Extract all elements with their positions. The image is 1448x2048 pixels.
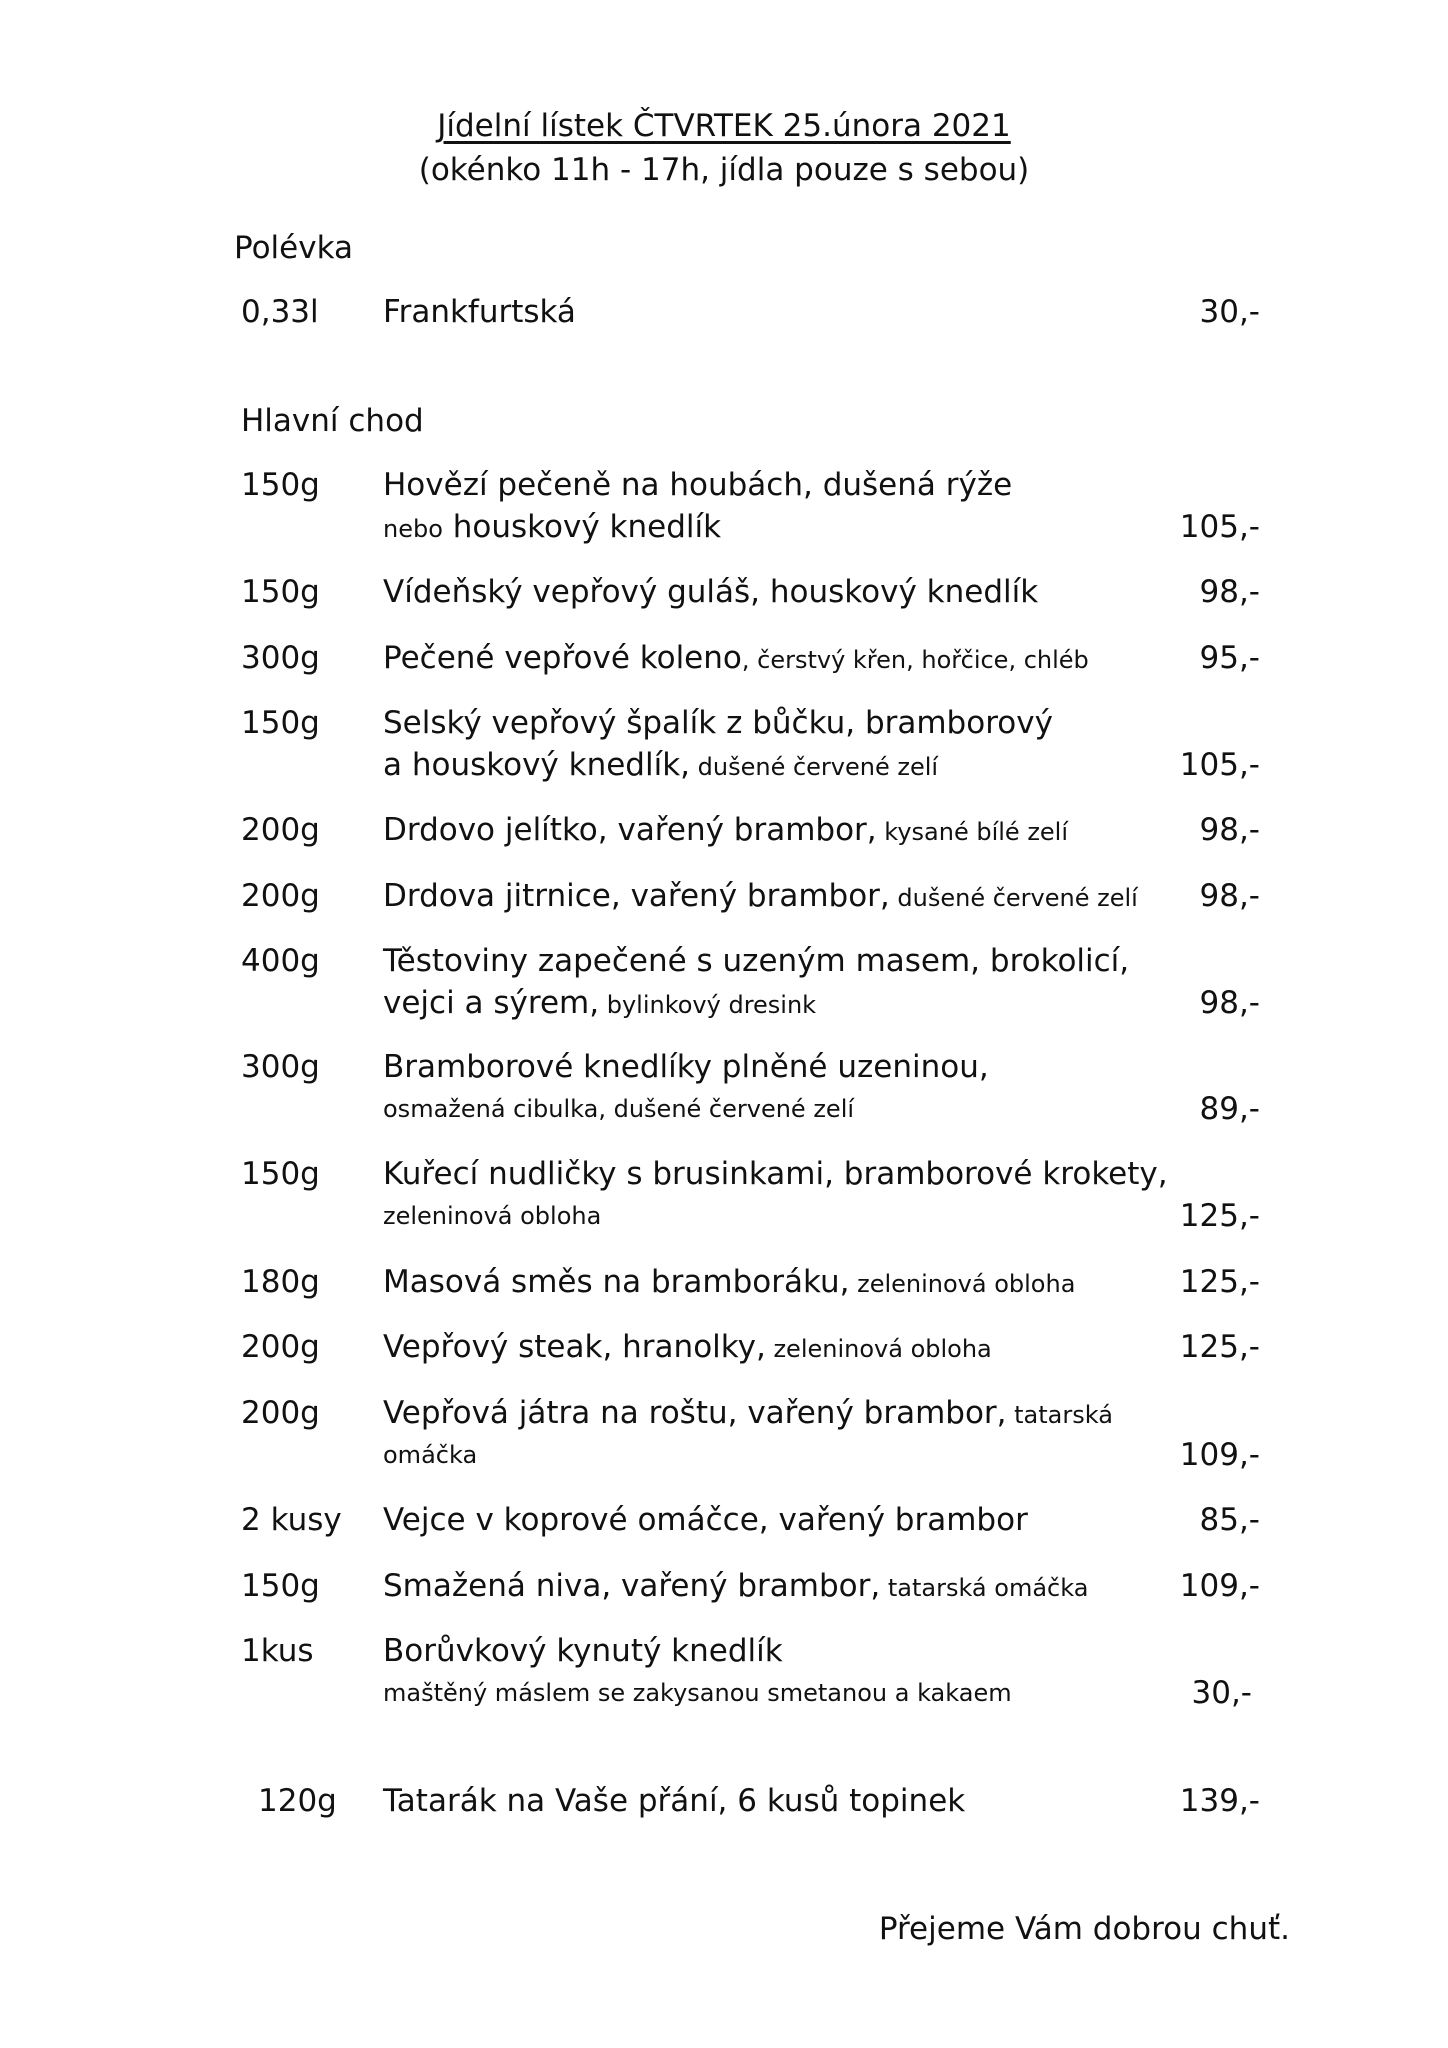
item-note: omáčka — [383, 1441, 478, 1469]
item-name-line — [383, 1393, 1113, 1435]
item-note: zeleninová obloha — [849, 1270, 1076, 1298]
item-quantity: 150g — [241, 1568, 320, 1604]
item-name: Borůvkový kynutý knedlík — [383, 1633, 783, 1669]
item-quantity: 1kus — [241, 1633, 314, 1669]
item-price: 105,- — [1179, 747, 1260, 783]
item-note: maštěný máslem se zakysanou smetanou a kakaem — [383, 1679, 1012, 1707]
item-note: zeleninová obloha — [765, 1335, 992, 1363]
item-name-cont: vejci a sýrem, — [383, 985, 600, 1021]
item-name: Těstoviny zapečené s uzeným masem, brokolicí, — [383, 943, 1130, 979]
item-name-line2 — [383, 983, 816, 1025]
item-name-line — [383, 810, 1068, 852]
closing-greeting: Přejeme Vám dobrou chuť. — [878, 1911, 1290, 1947]
item-name: Smažená niva, vařený brambor, — [383, 1568, 881, 1604]
item-quantity: 0,33l — [241, 294, 319, 330]
item-note: tatarská — [1006, 1401, 1113, 1429]
item-note: kysané bílé zelí — [876, 818, 1069, 846]
item-quantity: 150g — [241, 1156, 320, 1192]
item-note: , čerstvý křen, hořčice, chléb — [741, 646, 1089, 674]
item-quantity: 300g — [241, 1049, 320, 1085]
item-name: Vejce v koprové omáčce, vařený brambor — [383, 1502, 1028, 1538]
section-heading-main: Hlavní chod — [241, 403, 424, 439]
item-name: Tatarák na Vaše přání, 6 kusů topinek — [383, 1783, 966, 1819]
item-note: tatarská omáčka — [880, 1574, 1089, 1602]
item-name-cont: houskový knedlík — [442, 509, 722, 545]
item-price: 30,- — [1199, 294, 1260, 330]
item-quantity: 150g — [241, 574, 320, 610]
item-quantity: 400g — [241, 943, 320, 979]
item-price: 109,- — [1179, 1437, 1260, 1473]
item-name-line — [383, 1566, 1088, 1608]
menu-subtitle: (okénko 11h - 17h, jídla pouze s sebou) — [418, 152, 1030, 188]
item-price: 89,- — [1199, 1091, 1260, 1127]
item-quantity: 200g — [241, 1395, 320, 1431]
item-name-line — [383, 876, 1138, 918]
item-name: Pečené vepřové koleno — [383, 640, 742, 676]
item-name-cont: a houskový knedlík, — [383, 747, 691, 783]
item-name: Vepřový steak, hranolky, — [383, 1329, 766, 1365]
item-quantity: 200g — [241, 1329, 320, 1365]
item-price: 95,- — [1199, 640, 1260, 676]
item-quantity: 120g — [258, 1783, 337, 1819]
item-price: 105,- — [1179, 509, 1260, 545]
item-name: Selský vepřový špalík z bůčku, bramborový — [383, 705, 1053, 741]
menu-title: Jídelní lístek ČTVRTEK 25.února 2021 — [437, 108, 1011, 144]
item-price: 109,- — [1179, 1568, 1260, 1604]
item-price: 85,- — [1199, 1502, 1260, 1538]
item-price: 98,- — [1199, 985, 1260, 1021]
item-name-line — [383, 1327, 992, 1369]
item-note: dušené červené zelí — [690, 753, 939, 781]
item-note: nebo — [383, 515, 443, 543]
item-quantity: 2 kusy — [241, 1502, 342, 1538]
item-price: 139,- — [1179, 1783, 1260, 1819]
item-name: Drdova jitrnice, vařený brambor, — [383, 878, 890, 914]
item-name: Bramborové knedlíky plněné uzeninou, — [383, 1049, 989, 1085]
item-name: Frankfurtská — [383, 294, 576, 330]
item-quantity: 200g — [241, 878, 320, 914]
item-price: 30,- — [1191, 1675, 1252, 1711]
item-name: Hovězí pečeně na houbách, dušená rýže — [383, 467, 1013, 503]
item-quantity: 150g — [241, 705, 320, 741]
item-price: 125,- — [1179, 1329, 1260, 1365]
item-name-line2 — [383, 745, 938, 787]
item-name: Masová směs na bramboráku, — [383, 1264, 850, 1300]
item-name-line2 — [383, 507, 721, 549]
item-name: Drdovo jelítko, vařený brambor, — [383, 812, 877, 848]
item-note: dušené červené zelí — [889, 884, 1138, 912]
item-price: 98,- — [1199, 812, 1260, 848]
item-name-line — [383, 638, 1089, 680]
item-price: 98,- — [1199, 574, 1260, 610]
item-note: osmažená cibulka, dušené červené zelí — [383, 1095, 855, 1123]
item-name: Vepřová játra na roštu, vařený brambor, — [383, 1395, 1007, 1431]
item-note: bylinkový dresink — [599, 991, 817, 1019]
item-name: Vídeňský vepřový guláš, houskový knedlík — [383, 574, 1039, 610]
item-name-line — [383, 1262, 1075, 1304]
item-price: 98,- — [1199, 878, 1260, 914]
item-price: 125,- — [1179, 1264, 1260, 1300]
item-price: 125,- — [1179, 1198, 1260, 1234]
item-quantity: 200g — [241, 812, 320, 848]
item-quantity: 300g — [241, 640, 320, 676]
item-note: zeleninová obloha — [383, 1202, 602, 1230]
item-quantity: 180g — [241, 1264, 320, 1300]
item-quantity: 150g — [241, 467, 320, 503]
section-heading-soup: Polévka — [234, 230, 353, 266]
item-name: Kuřecí nudličky s brusinkami, bramborové krokety, — [383, 1156, 1168, 1192]
